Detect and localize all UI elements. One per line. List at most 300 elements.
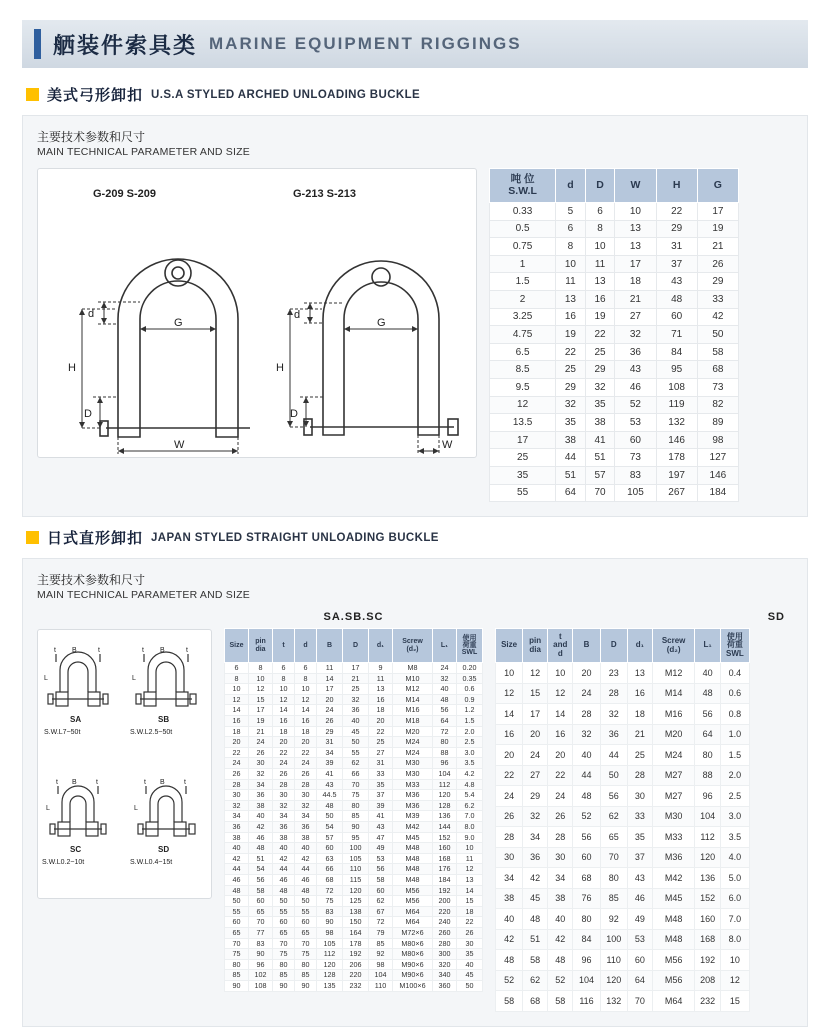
table-cell: 12 bbox=[496, 683, 523, 704]
table-cell: 70 bbox=[627, 991, 652, 1012]
table-cell: 4.2 bbox=[457, 769, 483, 780]
table-row bbox=[496, 929, 750, 950]
table-cell: M42 bbox=[652, 868, 695, 889]
table-row bbox=[490, 466, 739, 484]
sd-table-body bbox=[496, 663, 750, 1012]
table-cell: 10 bbox=[615, 203, 656, 221]
table-cell: 45 bbox=[457, 970, 483, 981]
table-cell: 20 bbox=[573, 663, 600, 684]
table-cell: 90 bbox=[317, 917, 343, 928]
table-cell: 26 bbox=[317, 716, 343, 727]
table-cell: 90 bbox=[249, 949, 273, 960]
table-cell: M48 bbox=[393, 853, 433, 864]
table-cell: 0.75 bbox=[490, 238, 556, 256]
table-cell: 17 bbox=[490, 431, 556, 449]
table-row bbox=[496, 704, 750, 725]
table-cell: 6 bbox=[556, 220, 586, 238]
table-cell: 24 bbox=[295, 758, 317, 769]
svg-text:B: B bbox=[160, 647, 165, 655]
table-cell: 35 bbox=[627, 827, 652, 848]
col-screw bbox=[393, 629, 433, 663]
table-cell: 208 bbox=[695, 970, 720, 991]
table-header-row bbox=[496, 629, 750, 663]
table-cell: 47 bbox=[369, 832, 393, 843]
table-cell: 84 bbox=[573, 929, 600, 950]
table-cell: 220 bbox=[433, 906, 457, 917]
table-cell: 0.35 bbox=[457, 673, 483, 684]
table-row bbox=[225, 885, 483, 896]
table-row bbox=[225, 843, 483, 854]
col-screw-line1: Screw bbox=[402, 638, 423, 646]
drawing-range-sb: S.W.L2.5~50t bbox=[130, 729, 173, 737]
table-cell: 38 bbox=[548, 888, 573, 909]
table-row bbox=[496, 724, 750, 745]
table-cell: M36 bbox=[652, 847, 695, 868]
table-cell: 14 bbox=[225, 705, 249, 716]
table-cell: 60 bbox=[295, 917, 317, 928]
table-cell: 13 bbox=[585, 273, 615, 291]
table-cell: 13 bbox=[556, 290, 586, 308]
table-cell: 25 bbox=[369, 737, 393, 748]
table-cell: 136 bbox=[695, 868, 720, 889]
col-size: Size bbox=[225, 629, 249, 663]
table-cell: 13 bbox=[615, 220, 656, 238]
table-cell: M10 bbox=[393, 673, 433, 684]
table-cell: 42 bbox=[496, 929, 523, 950]
table-cell: 62 bbox=[369, 896, 393, 907]
table-cell: 3.5 bbox=[720, 827, 749, 848]
table-cell: 6.2 bbox=[457, 800, 483, 811]
table-cell: 89 bbox=[697, 414, 738, 432]
table-cell: 18 bbox=[225, 726, 249, 737]
table-cell: 206 bbox=[343, 959, 369, 970]
section1-title-en: U.S.A STYLED ARCHED UNLOADING BUCKLE bbox=[151, 88, 421, 101]
table-cell: 11 bbox=[556, 273, 586, 291]
table-cell: 146 bbox=[656, 431, 697, 449]
table-cell: 22 bbox=[556, 343, 586, 361]
section1-subtitle-en: MAIN TECHNICAL PARAMETER AND SIZE bbox=[37, 146, 250, 158]
table-cell: 62 bbox=[523, 970, 548, 991]
table-cell: 53 bbox=[627, 929, 652, 950]
table-cell: 192 bbox=[343, 949, 369, 960]
table-cell: M36 bbox=[393, 800, 433, 811]
table-cell: 50 bbox=[600, 765, 627, 786]
table-cell: 73 bbox=[615, 449, 656, 467]
table-cell: 108 bbox=[656, 378, 697, 396]
table-row bbox=[490, 203, 739, 221]
table-cell: 38 bbox=[556, 431, 586, 449]
table-cell: 8.5 bbox=[490, 361, 556, 379]
col-swl-line2: 荷重 bbox=[462, 641, 477, 649]
table-row bbox=[496, 786, 750, 807]
col-swl-line1: 使用 bbox=[726, 632, 743, 641]
col-screw-line2: (d₂) bbox=[666, 644, 681, 654]
table-cell: 112 bbox=[695, 827, 720, 848]
table-cell: 6 bbox=[585, 203, 615, 221]
svg-text:B: B bbox=[72, 779, 77, 787]
table-cell: 112 bbox=[317, 949, 343, 960]
table-cell: M36 bbox=[393, 790, 433, 801]
banner-accent-bar bbox=[34, 29, 41, 59]
table-cell: 10 bbox=[295, 684, 317, 695]
table-cell: 73 bbox=[697, 378, 738, 396]
table-cell: 58 bbox=[249, 885, 273, 896]
table-cell: 20 bbox=[548, 745, 573, 766]
table-cell: 55 bbox=[273, 906, 295, 917]
table-cell: 3.0 bbox=[457, 747, 483, 758]
table-cell: 29 bbox=[317, 726, 343, 737]
table-cell: 16 bbox=[585, 290, 615, 308]
table-cell: 49 bbox=[627, 909, 652, 930]
table-cell: 70 bbox=[295, 938, 317, 949]
table-cell: 34 bbox=[317, 747, 343, 758]
drawing-code-sc: SC bbox=[70, 845, 82, 855]
sasbsc-table-wrap bbox=[224, 611, 483, 991]
table-cell: 51 bbox=[249, 853, 273, 864]
sd-table-wrap bbox=[495, 611, 793, 1012]
table-cell: 110 bbox=[600, 950, 627, 971]
col-B: B bbox=[317, 629, 343, 663]
table-cell: M45 bbox=[393, 832, 433, 843]
table-cell: 83 bbox=[249, 938, 273, 949]
table-cell: 2.5 bbox=[457, 737, 483, 748]
table-cell: 60 bbox=[249, 896, 273, 907]
table-cell: 95 bbox=[656, 361, 697, 379]
table-cell: 0.20 bbox=[457, 663, 483, 674]
table-cell: 80 bbox=[573, 909, 600, 930]
table-cell: 150 bbox=[343, 917, 369, 928]
table-cell: 48 bbox=[695, 683, 720, 704]
table-cell: 16 bbox=[627, 683, 652, 704]
table-cell: 65 bbox=[249, 906, 273, 917]
table-cell: 54 bbox=[249, 864, 273, 875]
table-cell: 21 bbox=[343, 673, 369, 684]
table-cell: 58 bbox=[548, 991, 573, 1012]
table-cell: 35 bbox=[585, 396, 615, 414]
table-row bbox=[490, 449, 739, 467]
table-cell: 128 bbox=[433, 800, 457, 811]
table-cell: 8 bbox=[225, 673, 249, 684]
col-screw-line1: Screw bbox=[661, 636, 686, 646]
table-cell: 56 bbox=[600, 786, 627, 807]
table-cell: 26 bbox=[457, 927, 483, 938]
table-cell: 37 bbox=[369, 790, 393, 801]
section2-subtitle-cn: 主要技术参数和尺寸 bbox=[37, 573, 146, 588]
table-cell: 17 bbox=[317, 684, 343, 695]
bullet-square-icon bbox=[26, 88, 39, 101]
table-cell: 28 bbox=[600, 683, 627, 704]
table-row bbox=[225, 673, 483, 684]
table-cell: 300 bbox=[433, 949, 457, 960]
table-cell: 35 bbox=[457, 949, 483, 960]
dim-label-d-cap-left: D bbox=[84, 408, 92, 420]
sd-table bbox=[495, 628, 750, 1012]
table-cell: 50 bbox=[225, 896, 249, 907]
table-cell: 60 bbox=[573, 847, 600, 868]
table-row bbox=[225, 705, 483, 716]
table-cell: 75 bbox=[343, 790, 369, 801]
table-cell: 26 bbox=[697, 255, 738, 273]
table-cell: 53 bbox=[369, 853, 393, 864]
table-cell: 14 bbox=[496, 704, 523, 725]
table-cell: M33 bbox=[652, 827, 695, 848]
section1-spec-table bbox=[489, 168, 739, 502]
dim-label-h-right: H bbox=[276, 362, 284, 374]
table-cell: 100 bbox=[343, 843, 369, 854]
table-row bbox=[490, 361, 739, 379]
table-cell: 12 bbox=[523, 663, 548, 684]
table-cell: 104 bbox=[369, 970, 393, 981]
drawing-label-g209: G-209 S-209 bbox=[93, 188, 156, 200]
table-cell: 21 bbox=[615, 290, 656, 308]
table-cell: 42 bbox=[697, 308, 738, 326]
table-cell: 48 bbox=[249, 843, 273, 854]
table-cell: 34 bbox=[496, 868, 523, 889]
svg-text:L: L bbox=[132, 675, 136, 683]
table-cell: 57 bbox=[317, 832, 343, 843]
table-cell: 116 bbox=[573, 991, 600, 1012]
table-cell: M12 bbox=[652, 663, 695, 684]
table-cell: 34 bbox=[249, 779, 273, 790]
table-cell: 54 bbox=[317, 822, 343, 833]
table-cell: M24 bbox=[393, 747, 433, 758]
table-cell: 10 bbox=[457, 843, 483, 854]
table-cell: 51 bbox=[556, 466, 586, 484]
table-cell: 28 bbox=[548, 827, 573, 848]
table-cell: 42 bbox=[273, 853, 295, 864]
table-cell: 43 bbox=[656, 273, 697, 291]
table-cell: 28 bbox=[573, 704, 600, 725]
table-cell: 85 bbox=[295, 970, 317, 981]
table-cell: 34 bbox=[523, 827, 548, 848]
sasbsc-table-body bbox=[225, 663, 483, 991]
table-cell: 57 bbox=[585, 466, 615, 484]
table-cell: 9 bbox=[369, 663, 393, 674]
table-row bbox=[225, 938, 483, 949]
table-cell: 16 bbox=[295, 716, 317, 727]
col-tandd-line1: t bbox=[558, 632, 562, 641]
table-row bbox=[225, 822, 483, 833]
table-cell: 85 bbox=[225, 970, 249, 981]
table-cell: 16 bbox=[548, 724, 573, 745]
table-cell: 340 bbox=[433, 970, 457, 981]
table-cell: 32 bbox=[225, 800, 249, 811]
table-cell: 44 bbox=[273, 864, 295, 875]
table-row bbox=[225, 970, 483, 981]
table-cell: 15 bbox=[249, 694, 273, 705]
table-cell: 44 bbox=[556, 449, 586, 467]
table-cell: 31 bbox=[317, 737, 343, 748]
section2-body bbox=[22, 558, 808, 1027]
table-cell: 152 bbox=[695, 888, 720, 909]
table-cell: 120 bbox=[433, 790, 457, 801]
table-cell: 22 bbox=[496, 765, 523, 786]
table-cell: 76 bbox=[573, 888, 600, 909]
dim-label-g-right: G bbox=[377, 317, 386, 329]
table-cell: M14 bbox=[652, 683, 695, 704]
table-cell: 58 bbox=[369, 874, 393, 885]
table-cell: 42 bbox=[548, 929, 573, 950]
table-cell: M80×6 bbox=[393, 949, 433, 960]
table-cell: 3.25 bbox=[490, 308, 556, 326]
table-cell: 34 bbox=[295, 811, 317, 822]
section1-title-cn: 美式弓形卸扣 bbox=[47, 87, 144, 104]
table-cell: 21 bbox=[697, 238, 738, 256]
table-cell: 30 bbox=[627, 786, 652, 807]
table-cell: 16 bbox=[273, 716, 295, 727]
table-cell: M48 bbox=[652, 929, 695, 950]
table-cell: 88 bbox=[695, 765, 720, 786]
table-cell: 12 bbox=[457, 864, 483, 875]
bullet-square-icon-2 bbox=[26, 531, 39, 544]
table-cell: 10 bbox=[720, 950, 749, 971]
table-cell: 96 bbox=[433, 758, 457, 769]
table-cell: 28 bbox=[496, 827, 523, 848]
table-cell: 95 bbox=[343, 832, 369, 843]
table-cell: 85 bbox=[273, 970, 295, 981]
drawing-code-sa: SA bbox=[70, 715, 82, 725]
col-D: D bbox=[600, 629, 627, 663]
table-cell: 67 bbox=[369, 906, 393, 917]
table-cell: 178 bbox=[656, 449, 697, 467]
table-cell: 48 bbox=[496, 950, 523, 971]
table-cell: 18 bbox=[627, 704, 652, 725]
table-cell: 8 bbox=[585, 220, 615, 238]
table-cell: 13 bbox=[457, 874, 483, 885]
dim-label-d-left: d bbox=[88, 308, 95, 320]
table-cell: 120 bbox=[317, 959, 343, 970]
table-cell: 127 bbox=[697, 449, 738, 467]
table-cell: 135 bbox=[317, 980, 343, 991]
table-cell: 29 bbox=[697, 273, 738, 291]
table-cell: 36 bbox=[615, 343, 656, 361]
col-screw-line2: (d₂) bbox=[406, 645, 419, 653]
table-cell: 40 bbox=[225, 843, 249, 854]
table-cell: 39 bbox=[317, 758, 343, 769]
table-cell: 72 bbox=[317, 885, 343, 896]
table-cell: M64 bbox=[652, 991, 695, 1012]
col-pin-line2: dia bbox=[529, 644, 541, 654]
table-cell: 14 bbox=[457, 885, 483, 896]
table-cell: 11 bbox=[317, 663, 343, 674]
table-cell: 96 bbox=[695, 786, 720, 807]
table-cell: 80 bbox=[295, 959, 317, 970]
table-cell: 62 bbox=[600, 806, 627, 827]
table-cell: M48 bbox=[393, 874, 433, 885]
table-cell: 92 bbox=[600, 909, 627, 930]
section1-body bbox=[22, 115, 808, 517]
table-cell: 32 bbox=[556, 396, 586, 414]
table-cell: 19 bbox=[585, 308, 615, 326]
table-cell: 267 bbox=[656, 484, 697, 502]
table-cell: 28 bbox=[295, 779, 317, 790]
table-cell: 176 bbox=[433, 864, 457, 875]
table-cell: M80×6 bbox=[393, 938, 433, 949]
table-cell: 2.5 bbox=[720, 786, 749, 807]
dim-label-h-left: H bbox=[68, 362, 76, 374]
table-cell: M16 bbox=[652, 704, 695, 725]
table-cell: 50 bbox=[343, 737, 369, 748]
col-d1: d₁ bbox=[627, 629, 652, 663]
table-cell: 22 bbox=[295, 747, 317, 758]
table-row bbox=[225, 853, 483, 864]
table-cell: 71 bbox=[656, 326, 697, 344]
table-cell: 115 bbox=[343, 874, 369, 885]
table-cell: 32 bbox=[600, 704, 627, 725]
table-cell: 68 bbox=[697, 361, 738, 379]
table-row bbox=[490, 414, 739, 432]
table-cell: 33 bbox=[697, 290, 738, 308]
table-cell: 40 bbox=[249, 811, 273, 822]
col-pin-dia bbox=[523, 629, 548, 663]
table-cell: 20 bbox=[225, 737, 249, 748]
table-cell: 90 bbox=[343, 822, 369, 833]
table-cell: 51 bbox=[523, 929, 548, 950]
table-cell: 2.0 bbox=[457, 726, 483, 737]
col-L1: L₁ bbox=[695, 629, 720, 663]
table-cell: 25 bbox=[556, 361, 586, 379]
table-row bbox=[496, 888, 750, 909]
table-cell: 22 bbox=[369, 726, 393, 737]
table-cell: 25 bbox=[343, 684, 369, 695]
table-cell: 21 bbox=[249, 726, 273, 737]
table-cell: 84 bbox=[656, 343, 697, 361]
table-cell: 27 bbox=[523, 765, 548, 786]
table-row bbox=[496, 868, 750, 889]
table-cell: 64 bbox=[556, 484, 586, 502]
table-cell: 55 bbox=[225, 906, 249, 917]
table-cell: 105 bbox=[615, 484, 656, 502]
table-row bbox=[225, 726, 483, 737]
table-cell: M56 bbox=[393, 885, 433, 896]
table-cell: 35 bbox=[369, 779, 393, 790]
table-cell: 70 bbox=[343, 779, 369, 790]
table-cell: M16 bbox=[393, 705, 433, 716]
table-cell: 55 bbox=[490, 484, 556, 502]
table-row bbox=[225, 790, 483, 801]
table-cell: 28 bbox=[627, 765, 652, 786]
table-cell: 25 bbox=[627, 745, 652, 766]
drawing-code-sd: SD bbox=[158, 845, 170, 855]
table-cell: M45 bbox=[652, 888, 695, 909]
table-row bbox=[496, 847, 750, 868]
table-row bbox=[490, 343, 739, 361]
table-cell: 38 bbox=[273, 832, 295, 843]
table-cell: 56 bbox=[249, 874, 273, 885]
table-cell: 65 bbox=[225, 927, 249, 938]
table-cell: 79 bbox=[369, 927, 393, 938]
sd-caption: SD bbox=[767, 611, 785, 624]
table-cell: 70 bbox=[249, 917, 273, 928]
table-cell: M39 bbox=[393, 811, 433, 822]
table-cell: 80 bbox=[433, 737, 457, 748]
table-cell: 0.5 bbox=[490, 220, 556, 238]
col-swl-line2: 荷重 bbox=[726, 640, 743, 650]
table-cell: 6.0 bbox=[720, 888, 749, 909]
table-cell: 24 bbox=[249, 737, 273, 748]
table-cell: 30 bbox=[496, 847, 523, 868]
table-cell: 2.0 bbox=[720, 765, 749, 786]
table-cell: 27 bbox=[615, 308, 656, 326]
section1-drawing bbox=[37, 168, 477, 458]
table-cell: 90 bbox=[295, 980, 317, 991]
table-cell: 120 bbox=[695, 847, 720, 868]
table-cell: 11 bbox=[369, 673, 393, 684]
table-cell: 40 bbox=[695, 663, 720, 684]
table-cell: 36 bbox=[523, 847, 548, 868]
table-cell: 58 bbox=[496, 991, 523, 1012]
table-row bbox=[225, 758, 483, 769]
